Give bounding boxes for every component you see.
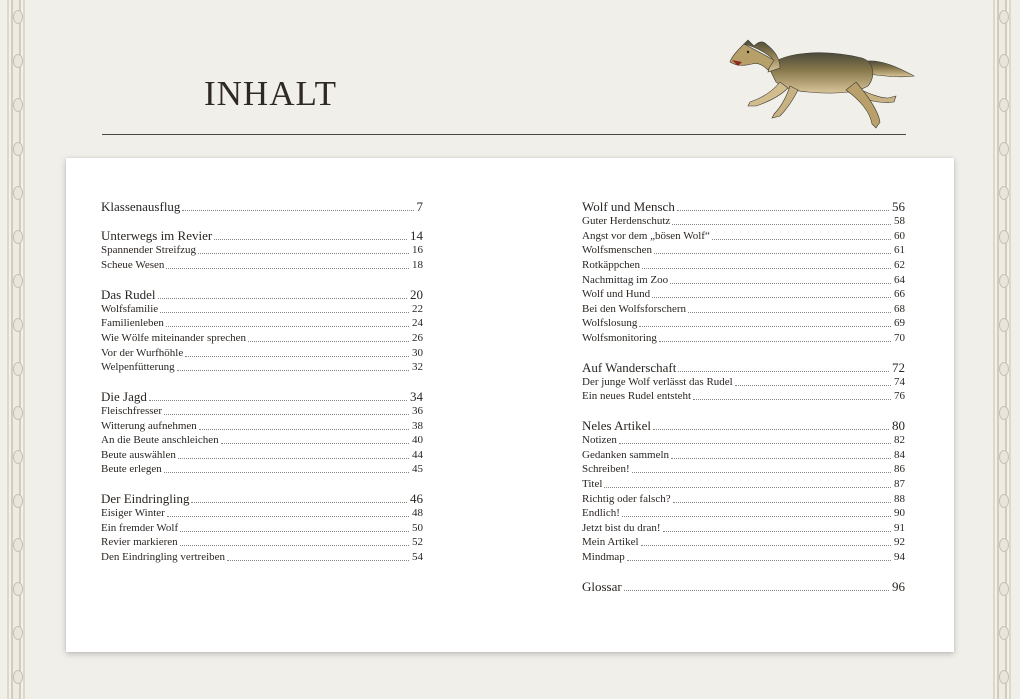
toc-entry-title: Witterung aufnehmen	[101, 419, 197, 432]
toc-entry-title: Der junge Wolf verlässt das Rudel	[582, 375, 733, 388]
toc-entry	[101, 449, 423, 462]
dot-leader	[185, 356, 409, 357]
running-wolf-illustration	[728, 36, 920, 132]
toc-page-number: 66	[894, 288, 905, 301]
ornament	[999, 10, 1009, 24]
toc-entry	[101, 536, 423, 549]
toc-page-number: 80	[892, 418, 905, 433]
toc-page-number: 58	[894, 215, 905, 228]
toc-page-number: 91	[894, 521, 905, 534]
ornament	[999, 494, 1009, 508]
toc-page-number: 38	[412, 419, 423, 432]
toc-entry-title: Familienleben	[101, 317, 164, 330]
dot-leader	[624, 590, 889, 591]
dot-leader	[164, 472, 409, 473]
toc-entry-title: Wolfsfamilie	[101, 302, 159, 315]
ornament	[13, 54, 23, 68]
dot-leader	[671, 458, 891, 459]
toc-entry	[582, 449, 905, 462]
toc-chapter	[582, 360, 905, 375]
toc-entry-title: Unterwegs im Revier	[101, 228, 213, 244]
toc-chapter	[101, 389, 423, 404]
toc-page-number: 76	[894, 390, 905, 403]
toc-page-number: 84	[894, 448, 905, 461]
toc-entry	[582, 376, 905, 389]
toc-chapter	[101, 287, 423, 302]
toc-entry-title: Rotkäppchen	[582, 258, 641, 271]
dot-leader	[178, 458, 409, 459]
ornament	[999, 362, 1009, 376]
dot-leader	[149, 400, 407, 401]
ornament	[999, 626, 1009, 640]
ornament	[13, 362, 23, 376]
ornament	[13, 406, 23, 420]
toc-entry-title: Glossar	[582, 578, 622, 594]
toc-page-number: 86	[894, 463, 905, 476]
toc-entry	[101, 361, 423, 374]
ornament	[999, 582, 1009, 596]
toc-entry-title: Endlich!	[582, 507, 620, 520]
toc-entry	[582, 317, 905, 330]
dot-leader	[604, 487, 891, 488]
toc-page-number: 26	[412, 331, 423, 344]
decorative-border-ornaments-left	[7, 0, 27, 699]
dot-leader	[160, 312, 409, 313]
dot-leader	[670, 283, 891, 284]
dot-leader	[654, 253, 891, 254]
toc-entry	[582, 274, 905, 287]
toc-entry	[101, 405, 423, 418]
ornament	[13, 670, 23, 684]
toc-page-number: 54	[412, 550, 423, 563]
toc-entry-title: Scheue Wesen	[101, 258, 165, 271]
toc-entry	[582, 215, 905, 228]
toc-entry-title: Welpenfütterung	[101, 361, 175, 374]
toc-entry	[582, 303, 905, 316]
toc-page-number: 90	[894, 507, 905, 520]
toc-entry-title: Ein neues Rudel entsteht	[582, 390, 692, 403]
toc-page-number: 88	[894, 492, 905, 505]
ornament	[13, 494, 23, 508]
toc-entry	[582, 536, 905, 549]
ornament	[13, 10, 23, 24]
toc-page-number: 92	[894, 536, 905, 549]
toc-entry-title: Mindmap	[582, 550, 625, 563]
toc-entry-title: Mein Artikel	[582, 536, 639, 549]
toc-entry-title: Neles Artikel	[582, 418, 651, 433]
ornament	[999, 54, 1009, 68]
toc-entry-title: Das Rudel	[101, 286, 156, 302]
toc-entry-title: Angst vor dem „bösen Wolf“	[582, 229, 710, 242]
toc-entry	[101, 259, 423, 272]
ornament	[13, 538, 23, 552]
toc-page-number: 22	[412, 302, 423, 315]
dot-leader	[166, 268, 409, 269]
toc-chapter	[582, 199, 905, 214]
toc-page-number: 7	[416, 199, 423, 214]
toc-page-number: 52	[412, 536, 423, 549]
dot-leader	[227, 560, 409, 561]
toc-page-number: 96	[892, 578, 905, 594]
toc-page-number: 64	[894, 273, 905, 286]
ornament	[13, 98, 23, 112]
toc-entry-title: Beute auswählen	[101, 448, 176, 461]
toc-entry	[101, 434, 423, 447]
dot-leader	[166, 326, 409, 327]
toc-entry	[101, 332, 423, 345]
toc-page-number: 24	[412, 317, 423, 330]
toc-entry-title: Wolf und Hund	[582, 288, 651, 301]
dot-leader	[198, 253, 409, 254]
toc-entry-title: Vor der Wurfhöhle	[101, 346, 184, 359]
dot-leader	[639, 326, 891, 327]
dot-leader	[641, 545, 891, 546]
toc-page-number: 34	[410, 388, 423, 404]
toc-entry-title: Nachmittag im Zoo	[582, 273, 669, 286]
toc-page-number: 46	[410, 491, 423, 506]
ornament	[13, 450, 23, 464]
toc-entry-title: Der Eindringling	[101, 491, 190, 506]
dot-leader	[164, 414, 409, 415]
dot-leader	[688, 312, 891, 313]
dot-leader	[191, 502, 407, 503]
toc-page-number: 40	[412, 434, 423, 447]
dot-leader	[653, 429, 889, 430]
toc-entry	[101, 551, 423, 564]
toc-page-number: 61	[894, 244, 905, 257]
toc-entry	[101, 244, 423, 257]
toc-entry	[582, 493, 905, 506]
toc-entry	[101, 303, 423, 316]
ornament	[999, 186, 1009, 200]
toc-entry	[101, 463, 423, 476]
dot-leader	[642, 268, 891, 269]
ornament	[13, 230, 23, 244]
toc-entry	[101, 317, 423, 330]
ornament	[13, 274, 23, 288]
toc-chapter	[101, 199, 423, 214]
toc-entry	[101, 522, 423, 535]
toc-entry-title: Titel	[582, 477, 603, 490]
table-of-contents-card	[66, 158, 954, 652]
dot-leader	[622, 516, 891, 517]
dot-leader	[221, 443, 409, 444]
toc-chapter	[582, 579, 905, 594]
ornament	[13, 142, 23, 156]
dot-leader	[659, 341, 891, 342]
toc-entry-title: Die Jagd	[101, 388, 147, 404]
dot-leader	[672, 224, 891, 225]
toc-entry	[582, 332, 905, 345]
ornament	[999, 274, 1009, 288]
ornament	[999, 450, 1009, 464]
dot-leader	[652, 297, 891, 298]
ornament	[13, 582, 23, 596]
toc-page-number: 16	[412, 244, 423, 257]
toc-page-number: 70	[894, 331, 905, 344]
ornament	[999, 142, 1009, 156]
toc-entry-title: Wolf und Mensch	[582, 199, 675, 214]
toc-page-number: 44	[412, 448, 423, 461]
dot-leader	[677, 210, 889, 211]
dot-leader	[673, 502, 891, 503]
toc-entry	[582, 478, 905, 491]
ornament	[999, 230, 1009, 244]
toc-entry	[582, 434, 905, 447]
toc-entry-title: Gedanken sammeln	[582, 448, 670, 461]
toc-entry-title: Bei den Wolfsforschern	[582, 302, 686, 315]
toc-entry	[101, 507, 423, 520]
toc-entry-title: An die Beute anschleichen	[101, 434, 219, 447]
toc-entry-title: Revier markieren	[101, 536, 178, 549]
toc-entry	[582, 230, 905, 243]
toc-entry	[582, 507, 905, 520]
toc-entry	[582, 390, 905, 403]
ornament	[999, 538, 1009, 552]
toc-page-number: 36	[412, 404, 423, 417]
toc-page-number: 45	[412, 463, 423, 476]
toc-page-number: 87	[894, 477, 905, 490]
toc-chapter	[101, 228, 423, 243]
toc-entry-title: Jetzt bist du dran!	[582, 521, 661, 534]
toc-chapter	[101, 491, 423, 506]
toc-page-number: 20	[410, 286, 423, 302]
ornament	[999, 406, 1009, 420]
toc-page-number: 69	[894, 317, 905, 330]
toc-entry-title: Fleischfresser	[101, 404, 163, 417]
ornament	[13, 626, 23, 640]
toc-entry-title: Schreiben!	[582, 463, 630, 476]
toc-page-number: 14	[410, 228, 423, 244]
toc-entry-title: Beute erlegen	[101, 463, 162, 476]
ornament	[13, 318, 23, 332]
toc-entry-title: Wolfsmonitoring	[582, 331, 657, 344]
toc-page-number: 32	[412, 361, 423, 374]
page-title: INHALT	[204, 74, 338, 113]
ornament	[999, 670, 1009, 684]
dot-leader	[663, 531, 891, 532]
dot-leader	[712, 239, 891, 240]
decorative-border-ornaments-right	[993, 0, 1013, 699]
dot-leader	[180, 545, 409, 546]
toc-entry-title: Guter Herdenschutz	[582, 215, 671, 228]
toc-chapter	[582, 418, 905, 433]
dot-leader	[214, 239, 407, 240]
dot-leader	[180, 531, 409, 532]
toc-entry-title: Klassenausflug	[101, 199, 181, 214]
toc-page-number: 60	[894, 229, 905, 242]
dot-leader	[632, 472, 891, 473]
toc-page-number: 68	[894, 302, 905, 315]
toc-page-number: 62	[894, 258, 905, 271]
ornament	[999, 98, 1009, 112]
dot-leader	[199, 429, 409, 430]
toc-entry	[101, 420, 423, 433]
toc-entry-title: Wolfsmenschen	[582, 244, 652, 257]
toc-page-number: 56	[892, 199, 905, 214]
toc-page-number: 50	[412, 521, 423, 534]
dot-leader	[735, 385, 891, 386]
toc-page-number: 82	[894, 434, 905, 447]
toc-entry-title: Wie Wölfe miteinander sprechen	[101, 331, 247, 344]
dot-leader	[248, 341, 409, 342]
toc-page-number: 72	[892, 359, 905, 375]
dot-leader	[693, 399, 891, 400]
title-divider	[102, 134, 906, 135]
dot-leader	[619, 443, 891, 444]
toc-entry	[582, 244, 905, 257]
dot-leader	[177, 370, 409, 371]
ornament	[13, 186, 23, 200]
toc-entry-title: Eisiger Winter	[101, 507, 165, 520]
dot-leader	[158, 298, 407, 299]
dot-leader	[167, 516, 409, 517]
toc-page-number: 94	[894, 550, 905, 563]
ornament	[999, 318, 1009, 332]
toc-page-number: 30	[412, 346, 423, 359]
toc-page-number: 74	[894, 375, 905, 388]
toc-page-number: 48	[412, 507, 423, 520]
toc-entry	[582, 551, 905, 564]
dot-leader	[182, 210, 413, 211]
toc-entry	[582, 288, 905, 301]
toc-entry-title: Auf Wanderschaft	[582, 359, 677, 375]
dot-leader	[678, 371, 889, 372]
toc-entry	[582, 463, 905, 476]
toc-entry-title: Den Eindringling vertreiben	[101, 550, 226, 563]
toc-entry-title: Notizen	[582, 434, 617, 447]
toc-entry-title: Spannender Streifzug	[101, 244, 196, 257]
dot-leader	[627, 560, 891, 561]
toc-entry-title: Wolfslosung	[582, 317, 638, 330]
toc-page-number: 18	[412, 258, 423, 271]
toc-entry	[582, 259, 905, 272]
toc-entry-title: Richtig oder falsch?	[582, 492, 671, 505]
toc-entry	[582, 522, 905, 535]
toc-entry-title: Ein fremder Wolf	[101, 521, 179, 534]
toc-entry	[101, 347, 423, 360]
